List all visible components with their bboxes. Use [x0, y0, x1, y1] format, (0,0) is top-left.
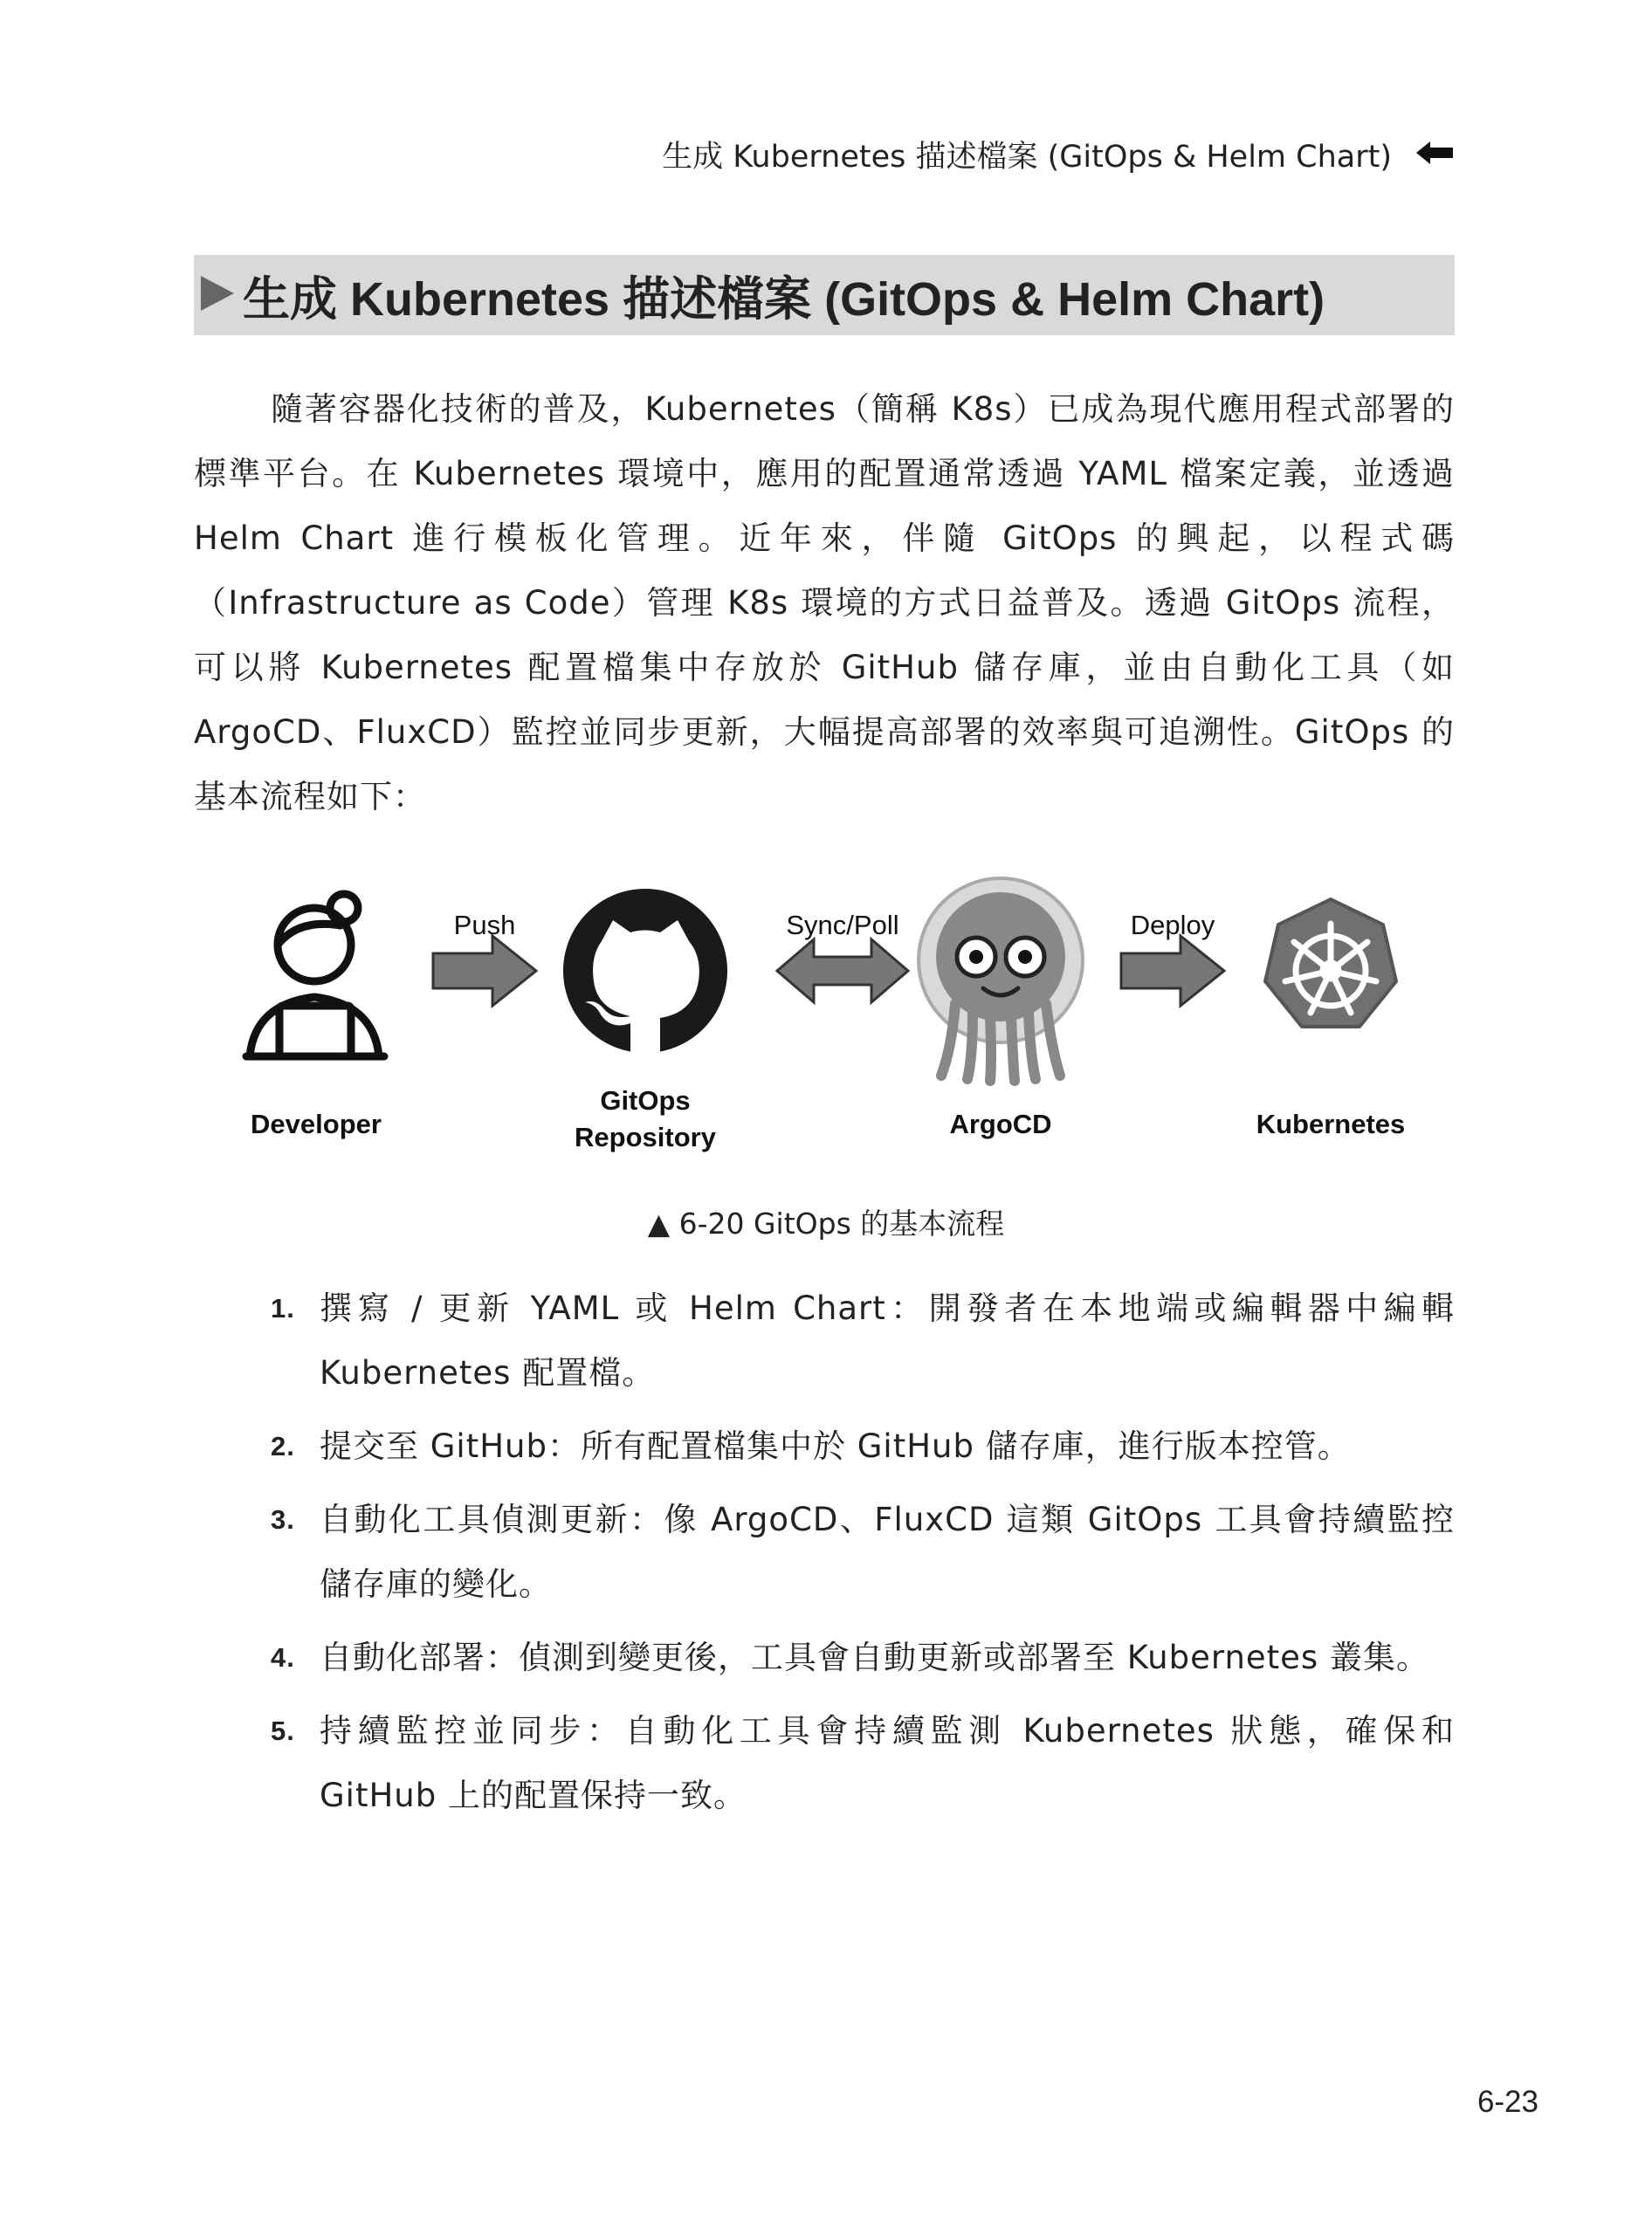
push-label: Push [453, 910, 516, 940]
deploy-label: Deploy [1130, 910, 1215, 940]
developer-label: Developer [251, 1109, 382, 1139]
sync-poll-arrow [777, 939, 908, 1002]
running-header-title: 生成 Kubernetes 描述檔案 (GitOps & Helm Chart) [662, 140, 1392, 175]
sync-poll-label: Sync/Poll [786, 910, 899, 940]
figure-caption: ▲ 6-20 GitOps 的基本流程 [647, 1207, 1005, 1241]
list-item [194, 1699, 1455, 1828]
step-number: 1. [271, 1293, 295, 1324]
list-item [194, 1276, 1455, 1406]
list-item [194, 1488, 1455, 1617]
section-title: 生成 Kubernetes 描述檔案 (GitOps & Helm Chart) [243, 272, 1325, 326]
intro-paragraph [194, 377, 1455, 829]
step-number: 2. [271, 1431, 295, 1461]
step-number: 3. [271, 1504, 295, 1535]
push-arrow [433, 936, 536, 1006]
step-number: 4. [271, 1642, 295, 1673]
intro-text: 隨著容器化技術的普及，Kubernetes（簡稱 K8s）已成為現代應用程式部署的標準平台。在 Kubernetes 環境中，應用的配置通常透過 YAML 檔案定義，並透過 Helm Chart 進行模板化管理。近年來，伴隨 GitOps 的興起，以程式碼（Infrastructure as Code）管理 K8s 環境的方式日益普及。透過 GitOps 流程，可以將 Kubernetes 配置檔集中存放於 GitHub 儲存庫，並由自動化工具（如 ArgoCD、FluxCD）監控並同步更新，大幅提高部署的效率與可追溯性。GitOps 的基本流程如下： [194, 390, 1455, 815]
deploy-arrow [1121, 936, 1224, 1006]
page-number: 6-23 [1476, 2085, 1538, 2119]
kubernetes-icon [1265, 899, 1396, 1027]
running-header [662, 133, 1453, 176]
step-text: 撰寫 / 更新 YAML 或 Helm Chart：開發者在本地端或編輯器中編輯 Kubernetes 配置檔。 [320, 1289, 1455, 1392]
gitops-flow-diagram [194, 873, 1455, 1187]
argocd-label: ArgoCD [949, 1109, 1052, 1139]
gitops-label-line2: Repository [575, 1122, 716, 1152]
list-item [194, 1626, 1455, 1690]
step-number: 5. [271, 1716, 295, 1746]
section-title-bar [194, 255, 1455, 335]
steps-list [194, 1276, 1455, 1837]
gitops-label-line1: GitOps [600, 1085, 691, 1116]
gitops-repository-label [549, 1083, 741, 1156]
step-text: 提交至 GitHub：所有配置檔集中於 GitHub 儲存庫，進行版本控管。 [320, 1427, 1351, 1465]
github-icon [563, 889, 727, 1053]
triangle-bullet-icon [201, 276, 234, 314]
left-arrow-icon [1416, 137, 1453, 172]
step-text: 自動化部署：偵測到變更後，工具會自動更新或部署至 Kubernetes 叢集。 [320, 1639, 1429, 1676]
argocd-icon [919, 878, 1083, 1081]
step-text: 自動化工具偵測更新：像 ArgoCD、FluxCD 這類 GitOps 工具會持續監控儲存庫的變化。 [320, 1501, 1455, 1603]
kubernetes-label: Kubernetes [1256, 1109, 1406, 1139]
step-text: 持續監控並同步：自動化工具會持續監測 Kubernetes 狀態，確保和 GitHub 上的配置保持一致。 [320, 1712, 1455, 1814]
list-item [194, 1414, 1455, 1479]
developer-icon [246, 894, 384, 1056]
